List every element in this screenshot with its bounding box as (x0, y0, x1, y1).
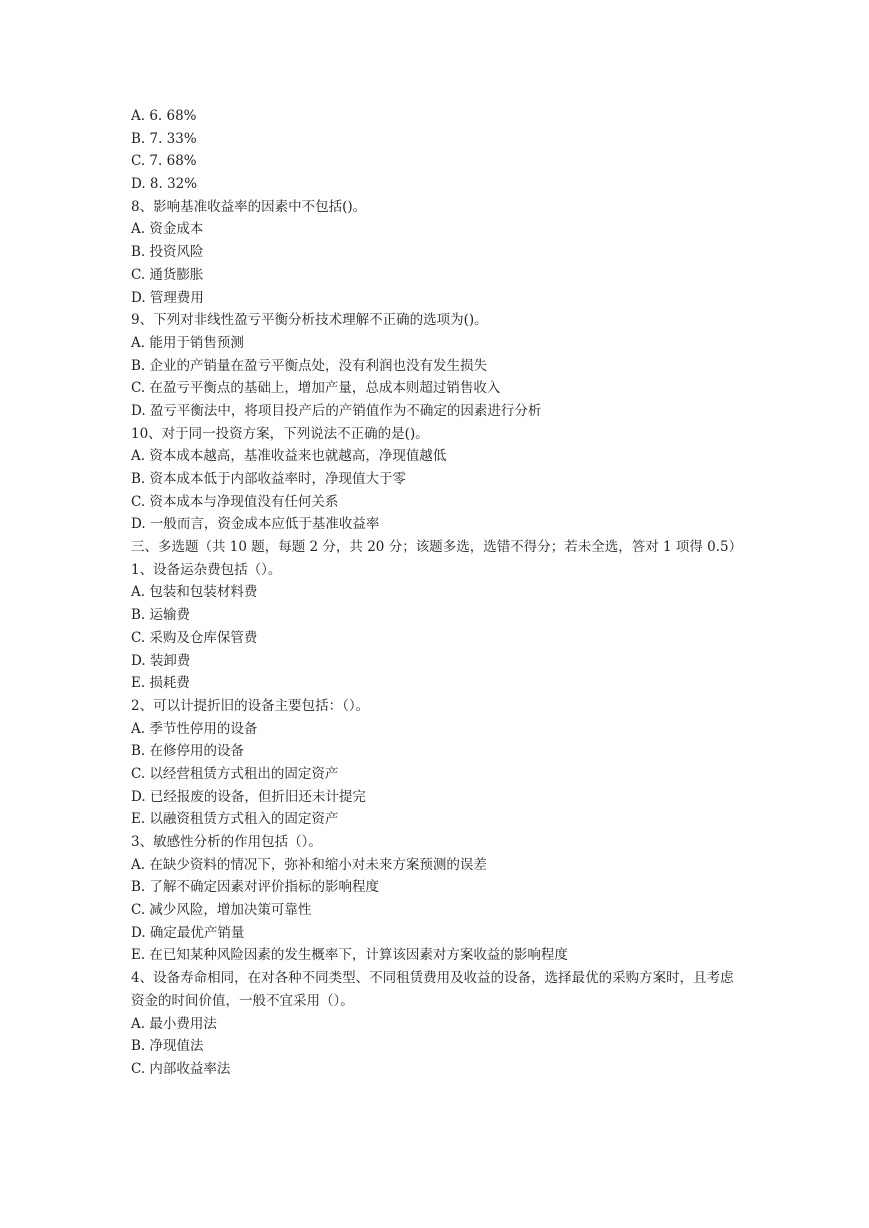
question-3: 3、敏感性分析的作用包括（）。 (131, 834, 322, 851)
option-d: D. 8. 32% (131, 176, 198, 193)
option-b: B. 净现值法 (131, 1038, 204, 1055)
option-c: C. 以经营租赁方式租出的固定资产 (131, 765, 339, 782)
option-b: B. 运输费 (131, 607, 191, 624)
option-a: A. 资本成本越高，基准收益来也就越高，净现值越低 (131, 448, 447, 465)
option-e: E. 损耗费 (131, 675, 190, 692)
option-b: B. 资本成本低于内部收益率时，净现值大于零 (131, 471, 407, 487)
question-4: 4、设备寿命相同，在对各种不同类型、不同租赁费用及收益的设备，选择最优的采购方案时，且考虑资金的时间价值，一般不宜采用（）。 (131, 970, 734, 1009)
option-b: B. 投资风险 (131, 244, 204, 261)
option-a: A. 资金成本 (131, 221, 204, 238)
option-a: A. 在缺少资料的情况下，弥补和缩小对未来方案预测的误差 (131, 856, 487, 873)
option-c: C. 采购及仓库保管费 (131, 629, 258, 646)
option-c: C. 减少风险，增加决策可靠性 (131, 902, 312, 919)
question-8: 8、影响基准收益率的因素中不包括()。 (131, 198, 367, 215)
option-a: A. 6. 68% (131, 108, 197, 124)
option-e: E. 以融资租赁方式租入的固定资产 (131, 811, 339, 828)
option-d: D. 装卸费 (131, 652, 191, 669)
option-b: B. 了解不确定因素对评价指标的影响程度 (131, 879, 380, 896)
option-c: C. 通货膨胀 (131, 266, 204, 283)
option-a: A. 最小费用法 (131, 1015, 217, 1032)
option-b: B. 企业的产销量在盈亏平衡点处，没有利润也没有发生损失 (131, 357, 488, 374)
question-2: 2、可以计提折旧的设备主要包括：（）。 (131, 697, 370, 714)
option-d: D. 已经报废的设备，但折旧还未计提完 (131, 788, 366, 805)
option-d: D. 盈亏平衡法中，将项目投产后的产销值作为不确定的因素进行分析 (131, 402, 542, 419)
option-e: E. 在已知某种风险因素的发生概率下，计算该因素对方案收益的影响程度 (131, 947, 568, 964)
option-c: C. 7. 68% (131, 153, 197, 170)
option-b: B. 7. 33% (131, 130, 197, 147)
option-d: D. 管理费用 (131, 289, 204, 306)
option-c: C. 内部收益率法 (131, 1060, 231, 1077)
section-heading: 三、多选题（共 10 题，每题 2 分，共 20 分；该题多选，选错不得分；若未全选，答对 1 项得 0.5） (131, 539, 743, 556)
option-a: A. 季节性停用的设备 (131, 720, 258, 737)
option-b: B. 在修停用的设备 (131, 743, 245, 760)
question-10: 10、对于同一投资方案，下列说法不正确的是()。 (131, 425, 429, 442)
option-c: C. 资本成本与净现值没有任何关系 (131, 493, 339, 510)
question-1: 1、设备运杂费包括（）。 (131, 561, 282, 578)
option-a: A. 包装和包装材料费 (131, 584, 258, 601)
option-c: C. 在盈亏平衡点的基础上，增加产量，总成本则超过销售收入 (131, 380, 501, 397)
option-d: D. 一般而言，资金成本应低于基准收益率 (131, 516, 380, 533)
option-d: D. 确定最优产销量 (131, 924, 245, 941)
question-9: 9、下列对非线性盈亏平衡分析技术理解不正确的选项为()。 (131, 312, 488, 329)
document-content (131, 105, 741, 1081)
option-a: A. 能用于销售预测 (131, 334, 244, 351)
